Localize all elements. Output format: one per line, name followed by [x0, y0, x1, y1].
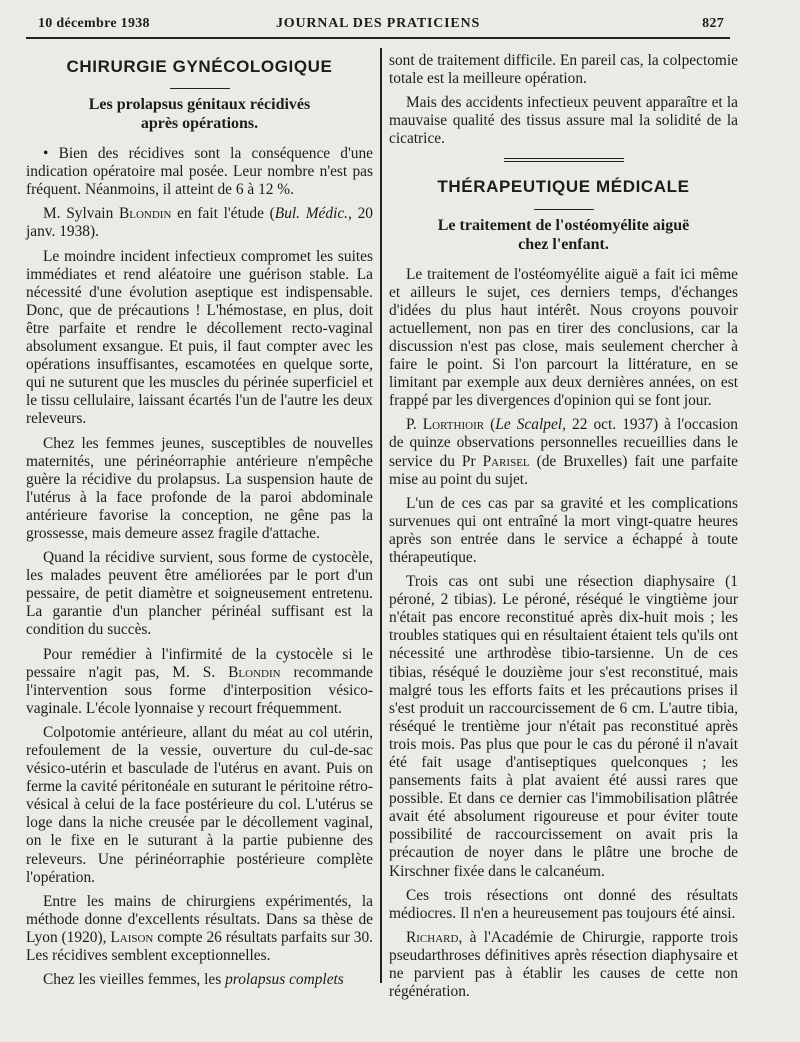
text-run: , à l'Académie de Chirurgie, rapporte trois pseudarthroses définitives après résection diaphysaire et ne parvient pas à établir les causes de cette non régénération. — [389, 928, 738, 1001]
author-name: Parisel — [482, 452, 530, 470]
paragraph: Colpotomie antérieure, allant du méat au col utérin, refoulement de la vessie, ouverture du cul-de-sac vésico-utérin et basculade de l'utérus en avant. Puis on ferme la cavité péritonéale en suturant le péritoine rétro-vésical à celui de la face postérieure du col. L'utérus se loge dans la niche creusée par le décollement vaginal, on le fixe en le suturant à la partie pubienne des releveurs. Une périnéorraphie postérieure complète l'opération. — [26, 723, 373, 886]
article-title-osteomyelite — [389, 216, 738, 254]
text-run: en fait l'étude ( — [171, 205, 275, 223]
paragraph: Mais des accidents infectieux peuvent apparaître et la mauvaise qualité des tissus assure mal la solidité de la cicatrice. — [389, 94, 738, 148]
article-title-line: Le traitement de l'ostéomyélite aiguë — [437, 216, 690, 234]
paragraph: • Bien des récidives sont la conséquence d'une indication opératoire mal posée. Leur nombre n'est pas fréquent. Néanmoins, il atteint de 6 à 12 %. — [26, 145, 373, 199]
text-run: Pour remédier à l'infirmité de la cystocèle si le pessaire n'agit pas, M. S. — [26, 645, 373, 681]
paragraph: Quand la récidive survient, sous forme de cystocèle, les malades peuvent être améliorées par le port d'un pessaire, de petit diamètre et soigneusement entretenu. La garantie d'un plancher périnéal suffisant est la condition du succès. — [26, 549, 373, 639]
paragraph: Chez les femmes jeunes, susceptibles de nouvelles maternités, une périnéorraphie antérieure n'empêche guère la récidive du prolapsus. La suspension haute de l'utérus à la face profonde de la paroi abdominale antérieure favorise la conception, ne gêne pas la grossesse, mais demeure assez fragile d'attache. — [26, 434, 373, 542]
section-title-chirurgie: CHIRURGIE GYNÉCOLOGIQUE — [66, 57, 333, 76]
text-run: Chez les vieilles femmes, les — [43, 971, 226, 989]
paragraph-continuation: sont de traitement difficile. En pareil cas, la colpectomie totale est la meilleure opération. — [389, 52, 738, 88]
article-title-line: Les prolapsus génitaux récidivés — [88, 96, 311, 114]
header-journal-name: JOURNAL DES PRATICIENS — [276, 16, 481, 31]
column-separator — [380, 48, 382, 983]
text-run: M. Sylvain — [43, 205, 119, 223]
text-run: 22 oct. 1937) à l'occasion de quinze observations personnelles recueillies dans le service du Pr — [389, 416, 738, 470]
text-run: Entre les mains de chirurgiens expérimentés, la méthode donne d'excellents résultats. Dans sa thèse de Lyon (1920), — [26, 892, 373, 946]
article-title-line: chez l'enfant. — [518, 235, 609, 253]
section-title-therapeutique: THÉRAPEUTIQUE MÉDICALE — [437, 177, 690, 197]
paragraph: Le moindre incident infectieux compromet les suites immédiates et rend aléatoire une guérison stable. La nécessité d'une évolution aseptique est indispensable. Donc, que de précautions ! L'hémostase, en plus, doit être parfaite et rendre le décollement recto-vaginal absolument exsangue. Et puis, il faut compter avec les opérations insuffisantes, escamotées en quelque sorte, qui ne suturent que les muscles du périnée superficiel et le tissu cellulaire, laissant écartés l'un de l'autre les deux releveurs. — [26, 247, 373, 428]
italic-term: prolapsus complets — [225, 971, 344, 989]
paragraph-citation — [26, 205, 373, 241]
author-name: Blondin — [118, 205, 172, 223]
article-title-line: après opérations. — [140, 115, 259, 133]
header-rule — [26, 37, 730, 39]
paragraph — [26, 893, 373, 965]
article-title-prolapsus — [26, 95, 373, 133]
author-name: Richard — [406, 928, 459, 946]
section-rule — [534, 209, 594, 210]
paragraph-citation — [389, 416, 738, 488]
paragraph: Ces trois résections ont donné des résultats médiocres. Il n'en a heureusement pas toujours été ainsi. — [389, 886, 738, 922]
text-run: recommande l'intervention sous forme d'interposition vésico-vaginale. L'école lyonnaise y recourt fréquemment. — [26, 663, 373, 717]
paragraph: Le traitement de l'ostéomyélite aiguë a fait ici même et ailleurs le sujet, ces derniers temps, d'échanges d'idées du plus haut intérêt. Nous croyons pouvoir actuellement, non pas en tirer des conclusions, car la discussion n'est pas close, mais seulement chercher à faire le point. Si l'on parcourt la littérature, en se limitant par exemple aux deux dernières années, on est frappé par les divergences d'opinion qui se font jour. — [389, 265, 738, 410]
paragraph — [389, 929, 738, 1001]
section-divider — [504, 158, 624, 162]
author-name: Lorthioir — [422, 416, 485, 434]
paragraph — [26, 646, 373, 718]
journal-reference: Le Scalpel, — [495, 416, 566, 434]
header-date: 10 décembre 1938 — [38, 16, 150, 31]
running-header — [38, 16, 724, 38]
left-column — [26, 52, 373, 995]
header-page-number: 827 — [702, 16, 724, 31]
paragraph: L'un de ces cas par sa gravité et les complications survenues qui ont entraîné la mort vingt-quatre heures après son entrée dans le service a échappé à toute thérapeutique. — [389, 494, 738, 566]
text-run: 20 janv. 1938). — [26, 205, 373, 241]
paragraph: Trois cas ont subi une résection diaphysaire (1 péroné, 2 tibias). Le péroné, réséqué le vingtième jour n'était pas encore reconstitué après dix-huit mois ; les troubles statiques qui en résultaient étaient tels qu'ils ont nécessité une arthrodèse tibio-tarsienne. Un de ces tibias, réséqué le douzième jour s'est reconstitué, mais malgré tous les efforts faits et les précautions prises il s'est produit un raccourcissement de 6 cm. L'autre tibia, réséqué le trentième jour n'était pas reconstitué après trois mois. Pas plus que pour le cas du péroné il n'avait été fait usage d'antiseptiques quelconques ; les pansements faits à plat avaient été aussi rares que possible. Et dans ce dernier cas l'immobilisation plâtrée avait été absolument rigoureuse et pour éviter toute possibilité de raccourcissement on avait pris la précaution de noyer dans le plâtre une broche de Kirschner fixée dans le calcanéum. — [389, 573, 738, 880]
text-run: P. — [406, 416, 423, 434]
author-name: Laison — [110, 928, 154, 946]
journal-reference: Bul. Médic., — [274, 205, 352, 223]
right-column — [389, 52, 738, 1007]
text-run: compte 26 résultats parfaits sur 30. Les récidives semblent exceptionnelles. — [26, 928, 373, 965]
paragraph — [26, 971, 373, 989]
text-run: ( — [484, 416, 496, 434]
section-rule — [170, 88, 230, 89]
text-run: (de Bruxelles) fait une parfaite mise au point du sujet. — [389, 452, 738, 488]
author-name: Blondin — [228, 663, 281, 681]
